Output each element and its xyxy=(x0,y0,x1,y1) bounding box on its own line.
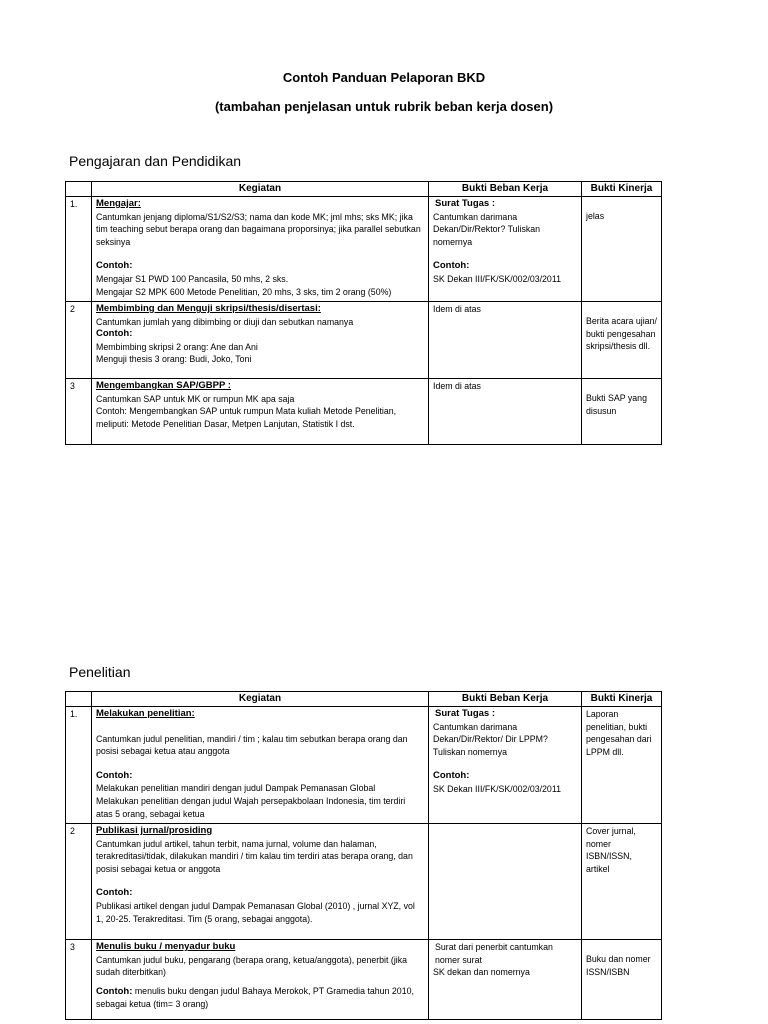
table-pengajaran xyxy=(65,181,662,445)
kegiatan-title: Mengajar: xyxy=(96,198,141,209)
row-number: 3 xyxy=(66,379,92,445)
kegiatan-description: Cantumkan jumlah yang dibimbing or diuji dan sebutkan namanya xyxy=(96,316,354,327)
example-line: Menguji thesis 3 orang: Budi, Joko, Toni xyxy=(96,354,252,365)
bukti-kinerja-cell xyxy=(582,940,662,1020)
kegiatan-title: Menulis buku / menyadur buku xyxy=(96,941,236,952)
contoh-label: Contoh: xyxy=(96,769,133,781)
document-title: Contoh Panduan Pelaporan BKD xyxy=(282,70,486,85)
table-row xyxy=(66,707,662,824)
example-line: Mengajar S1 PWD 100 Pancasila, 50 mhs, 2 sks. xyxy=(96,273,289,284)
contoh-label: Contoh: xyxy=(433,260,470,272)
bukti-kinerja-cell xyxy=(582,824,662,940)
bukti-beban-description: Surat dari penerbit cantumkan nomer surat xyxy=(435,942,553,965)
bukti-beban-kerja-cell xyxy=(429,197,582,302)
example-line: Membimbing skripsi 2 orang: Ane dan Ani xyxy=(96,341,258,352)
kegiatan-cell xyxy=(92,940,429,1020)
row-number: 2 xyxy=(66,302,92,379)
bukti-kinerja-text: Bukti SAP yang disusun xyxy=(586,393,647,416)
bukti-kinerja-text: Buku dan nomer ISSN/ISBN xyxy=(586,954,651,977)
bukti-kinerja-text: Laporan penelitian, bukti pengesahan dari LPPM dll. xyxy=(586,709,652,757)
example-line: Mengajar S2 MPK 600 Metode Penelitian, 20 mhs, 3 sks, tim 2 orang (50%) xyxy=(96,286,392,297)
header-no xyxy=(66,692,92,707)
bukti-beban-kerja-cell xyxy=(429,707,582,824)
section-heading-penelitian: Penelitian xyxy=(69,664,131,680)
surat-tugas-label: Surat Tugas : xyxy=(435,198,495,209)
table-row xyxy=(66,379,662,445)
kegiatan-description: Cantumkan judul buku, pengarang (berapa orang, ketua/anggota), penerbit (jika sudah diterbitkan) xyxy=(96,954,408,978)
table-header-row xyxy=(66,692,662,707)
kegiatan-cell xyxy=(92,379,429,445)
bukti-beban-text: Idem di atas xyxy=(433,381,481,391)
document-subtitle: (tambahan penjelasan untuk rubrik beban kerja dosen) xyxy=(214,99,554,114)
table-row xyxy=(66,940,662,1020)
row-number: 3 xyxy=(66,940,92,1020)
example-line xyxy=(96,985,424,1011)
surat-tugas-label: Surat Tugas : xyxy=(435,708,495,719)
table-penelitian xyxy=(65,691,662,1020)
kegiatan-description: Cantumkan judul penelitian, mandiri / tim ; kalau tim sebutkan berapa orang dan posisi sebagai ketua atau anggota xyxy=(96,733,408,757)
bukti-kinerja-cell xyxy=(582,707,662,824)
example-line: Contoh: Mengembangkan SAP untuk rumpun Mata kuliah Metode Penelitian, meliputi: Metode Penelitian Dasar, Metpen Lanjutan, Statistik I dst. xyxy=(96,406,397,429)
table-header-row xyxy=(66,182,662,197)
kegiatan-title: Publikasi jurnal/prosiding xyxy=(96,825,213,836)
bukti-kinerja-cell xyxy=(582,379,662,445)
bukti-kinerja-cell xyxy=(582,302,662,379)
kegiatan-description: Cantumkan judul artikel, tahun terbit, nama jurnal, volume dan halaman, terakreditasi/tidak, dilakukan mandiri / tim kalau tim terdiri atas berapa orang, dan posisi sebagai ketua or anggota xyxy=(96,838,413,874)
section-heading-pengajaran: Pengajaran dan Pendidikan xyxy=(69,153,242,169)
example-line: SK Dekan III/FK/SK/002/03/2011 xyxy=(433,783,561,794)
example-line: Melakukan penelitian mandiri dengan judul Dampak Pemanasan Global xyxy=(96,783,376,794)
header-bukti-beban-kerja: Bukti Beban Kerja xyxy=(429,692,582,707)
kegiatan-title: Mengembangkan SAP/GBPP : xyxy=(96,380,231,391)
bukti-beban-kerja-cell xyxy=(429,824,582,940)
contoh-label: Contoh: xyxy=(96,328,133,340)
kegiatan-cell xyxy=(92,824,429,940)
bukti-kinerja-cell xyxy=(582,197,662,302)
row-number: 2 xyxy=(66,824,92,940)
bukti-beban-kerja-cell xyxy=(429,379,582,445)
bukti-kinerja-text: Berita acara ujian/ bukti pengesahan skripsi/thesis dll. xyxy=(586,316,657,352)
table-row xyxy=(66,824,662,940)
kegiatan-description: Cantumkan SAP untuk MK or rumpun MK apa saja xyxy=(96,393,295,404)
example-line: SK dekan dan nomernya xyxy=(433,967,530,978)
example-text: menulis buku dengan judul Bahaya Merokok, PT Gramedia tahun 2010, sebagai ketua (tim= 3 orang) xyxy=(96,985,414,1010)
header-kegiatan: Kegiatan xyxy=(92,692,429,707)
example-line: SK Dekan III/FK/SK/002/03/2011 xyxy=(433,273,561,284)
table-row xyxy=(66,197,662,302)
header-bukti-kinerja: Bukti Kinerja xyxy=(582,692,662,707)
kegiatan-description: Cantumkan jenjang diploma/S1/S2/S3; nama dan kode MK; jml mhs; sks MK; jika tim teaching sebut berapa orang dan bagaimana proporsinya; jika parallel sebutkan seksinya xyxy=(96,211,421,247)
contoh-label: Contoh: xyxy=(96,985,133,997)
row-number: 1. xyxy=(66,197,92,302)
bukti-beban-text: Idem di atas xyxy=(433,304,481,314)
header-no xyxy=(66,182,92,197)
contoh-label: Contoh: xyxy=(96,260,133,272)
header-bukti-beban-kerja: Bukti Beban Kerja xyxy=(429,182,582,197)
kegiatan-cell xyxy=(92,197,429,302)
bukti-beban-kerja-cell xyxy=(429,302,582,379)
bukti-beban-description: Cantumkan darimana Dekan/Dir/Rektor/ Dir LPPM? Tuliskan nomernya xyxy=(433,721,548,757)
bukti-beban-description: Cantumkan darimana Dekan/Dir/Rektor? Tuliskan nomernya xyxy=(433,211,541,247)
bukti-kinerja-text: Cover jurnal, nomer ISBN/ISSN, artikel xyxy=(586,826,636,874)
contoh-label: Contoh: xyxy=(433,770,470,782)
kegiatan-title: Membimbing dan Menguji skripsi/thesis/disertasi: xyxy=(96,303,321,314)
contoh-label: Contoh: xyxy=(96,887,133,899)
kegiatan-cell xyxy=(92,707,429,824)
example-line: Melakukan penelitian dengan judul Wajah persepakbolaan Indonesia, tim terdiri atas 5 orang, sebagai ketua xyxy=(96,795,406,819)
kegiatan-cell xyxy=(92,302,429,379)
header-kegiatan: Kegiatan xyxy=(92,182,429,197)
header-bukti-kinerja: Bukti Kinerja xyxy=(582,182,662,197)
bukti-beban-kerja-cell xyxy=(429,940,582,1020)
bukti-kinerja-text: jelas xyxy=(586,211,605,221)
example-line: Publikasi artikel dengan judul Dampak Pemanasan Global (2010) , jurnal XYZ, vol 1, 20-25. Terakreditasi. Tim (5 orang, sebagai anggota). xyxy=(96,900,415,924)
row-number: 1. xyxy=(66,707,92,824)
kegiatan-title: Melakukan penelitian: xyxy=(96,708,195,719)
table-row xyxy=(66,302,662,379)
